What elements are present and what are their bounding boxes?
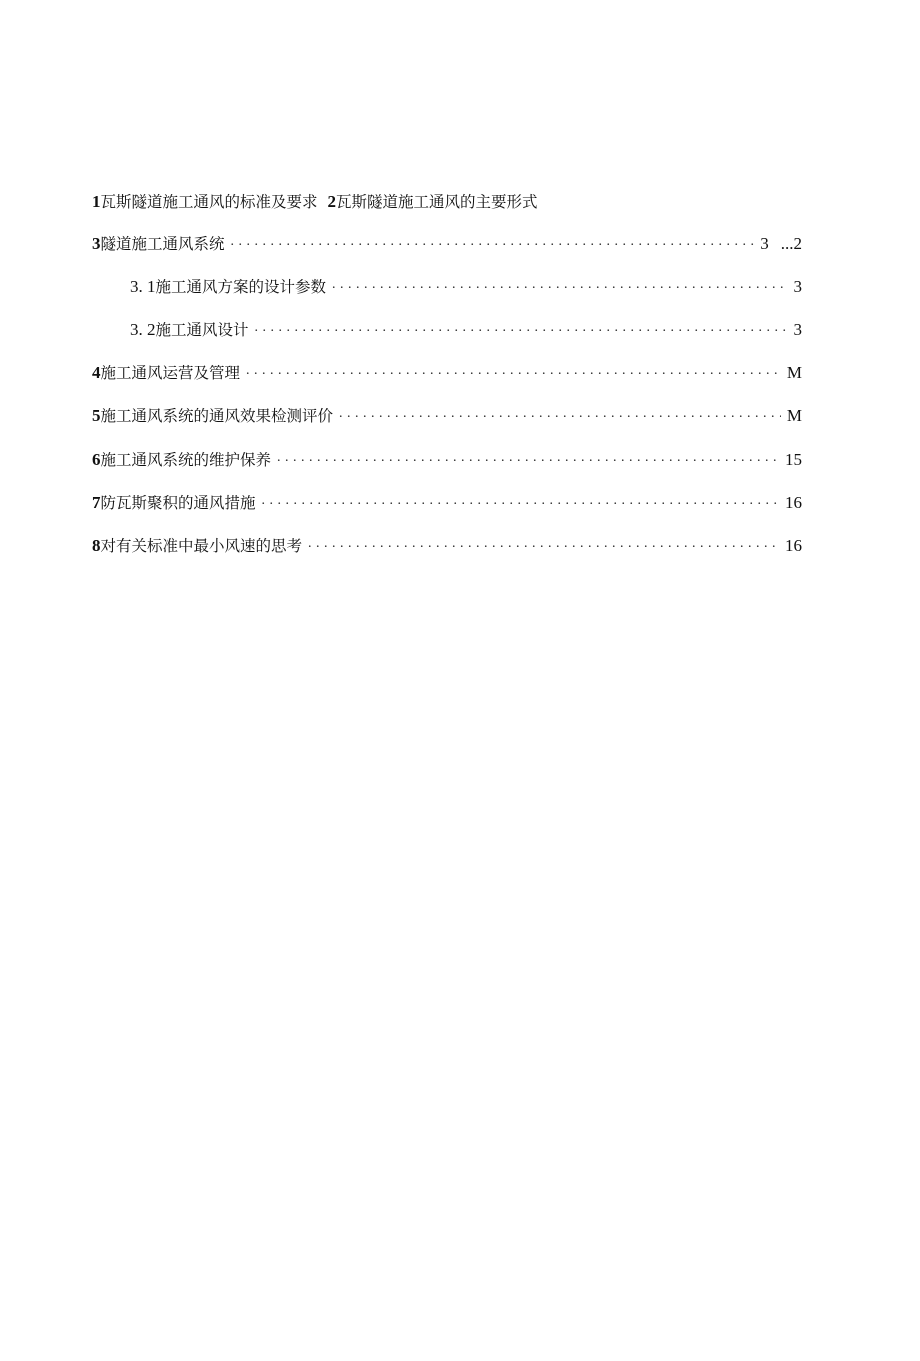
toc-number: 2 <box>327 192 337 211</box>
toc-entry-6[interactable] <box>92 445 802 471</box>
toc-title: 防瓦斯聚积的通风措施 <box>100 494 256 512</box>
toc-entry-7[interactable] <box>92 488 802 514</box>
toc-page-number: 16 <box>785 536 802 555</box>
toc-leader-dots <box>246 362 781 384</box>
toc-title: 施工通风设计 <box>155 321 249 339</box>
toc-entry-1-2[interactable] <box>92 186 538 212</box>
toc-title: 瓦斯隧道施工通风的标准及要求 <box>100 193 318 211</box>
toc-number: 1 <box>92 192 101 211</box>
toc-number: 6 <box>92 450 101 469</box>
toc-entry-4[interactable] <box>92 358 802 384</box>
toc-leader-dots <box>339 405 781 427</box>
toc-title: 施工通风系统的通风效果检测评价 <box>100 407 334 425</box>
table-of-contents <box>0 0 920 600</box>
toc-entry-3-1[interactable] <box>130 272 802 298</box>
toc-extra-page: ...2 <box>780 234 802 253</box>
toc-page-number: 15 <box>785 450 802 469</box>
toc-number: 8 <box>92 536 101 555</box>
toc-page-number: 3 <box>793 277 802 296</box>
toc-leader-dots <box>308 535 779 557</box>
toc-page-number: M <box>786 406 802 425</box>
toc-title: 隧道施工通风系统 <box>100 235 225 253</box>
toc-number: 7 <box>92 493 101 512</box>
toc-number: 3. 2 <box>130 320 156 339</box>
toc-entry-8[interactable] <box>92 531 802 557</box>
toc-page-number: M <box>786 363 802 382</box>
toc-leader-dots <box>262 492 779 514</box>
toc-title: 施工通风方案的设计参数 <box>155 278 327 296</box>
toc-part-1 <box>92 190 318 212</box>
toc-number: 5 <box>92 406 101 425</box>
toc-leader-dots <box>277 449 779 471</box>
toc-entry-3-2[interactable] <box>130 315 802 341</box>
toc-page-number: 3 <box>760 234 769 253</box>
toc-number: 4 <box>92 363 101 382</box>
toc-leader-dots <box>332 276 787 298</box>
toc-page-number: 16 <box>785 493 802 512</box>
toc-leader-dots <box>231 233 755 255</box>
toc-title: 施工通风系统的维护保养 <box>100 451 272 469</box>
toc-number: 3. 1 <box>130 277 156 296</box>
toc-title: 瓦斯隧道施工通风的主要形式 <box>336 193 538 211</box>
toc-part-2 <box>328 190 538 212</box>
toc-title: 施工通风运营及管理 <box>100 364 241 382</box>
toc-entry-5[interactable] <box>92 401 802 427</box>
toc-leader-dots <box>255 319 788 341</box>
toc-title: 对有关标准中最小风速的思考 <box>100 537 303 555</box>
toc-entry-3[interactable] <box>92 229 802 255</box>
toc-number: 3 <box>92 234 101 253</box>
toc-page-number: 3 <box>793 320 802 339</box>
